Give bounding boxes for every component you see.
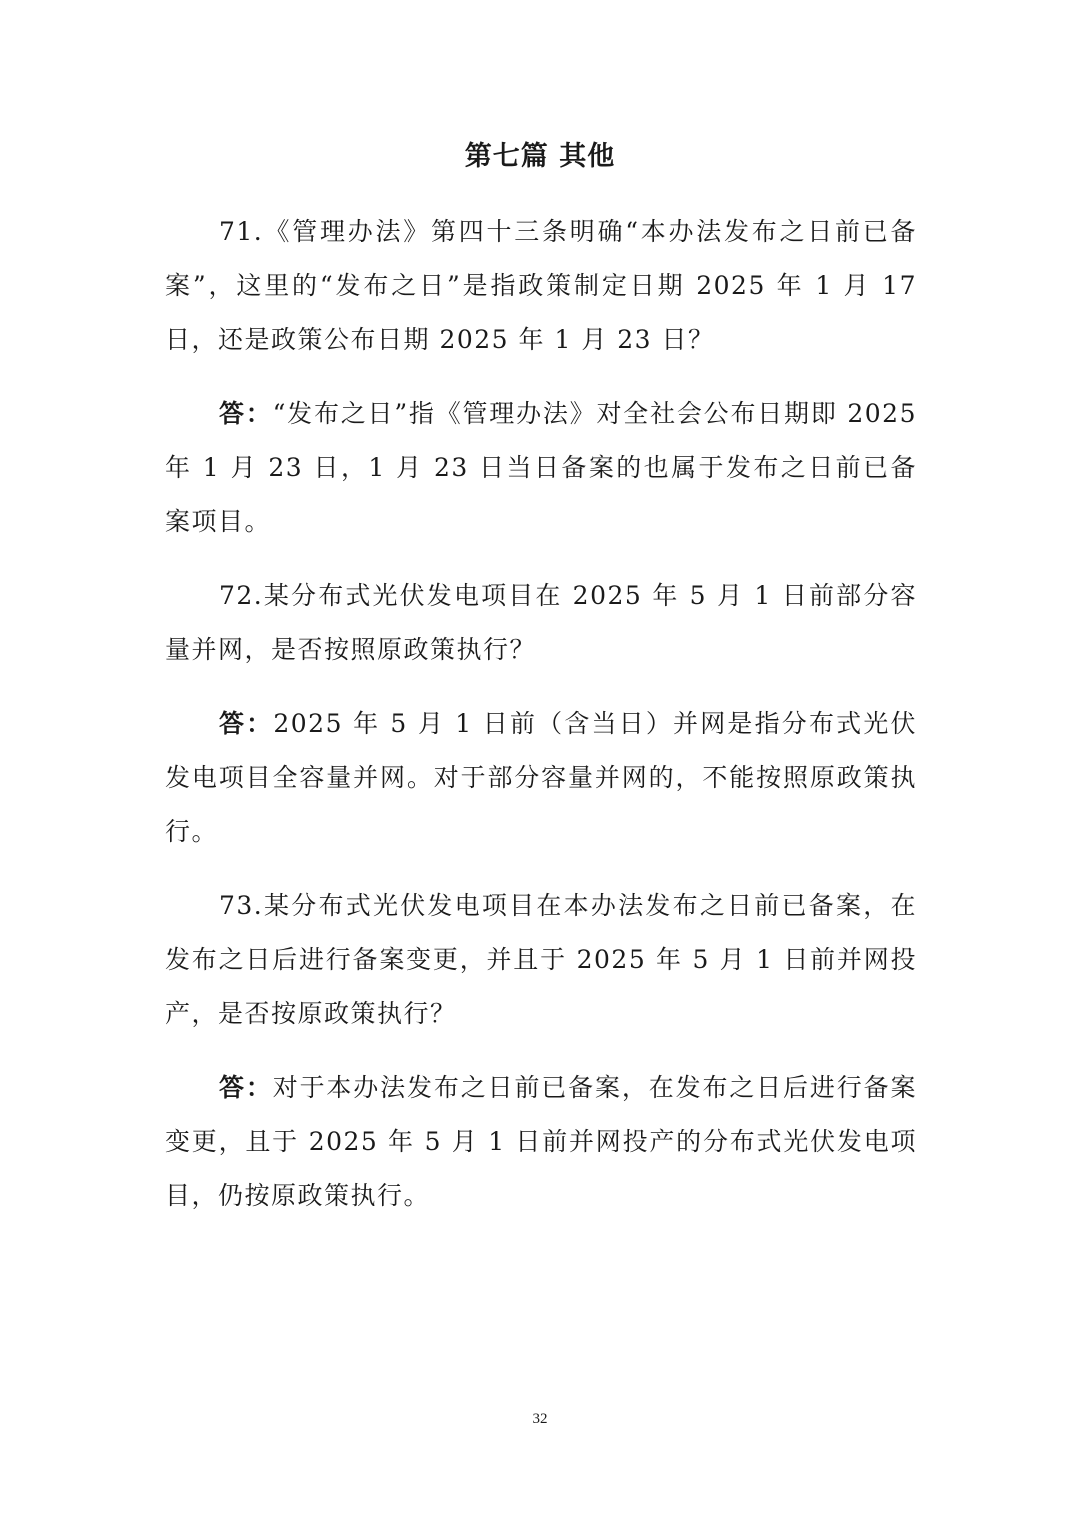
- answer-text: “发布之日”指《管理办法》对全社会公布日期即 2025 年 1 月 23 日，1 月 23 日当日备案的也属于发布之日前已备案项目。: [165, 399, 917, 536]
- question-73: 73.某分布式光伏发电项目在本办法发布之日前已备案，在发布之日后进行备案变更，并且于 2025 年 5 月 1 日前并网投产，是否按原政策执行？: [165, 891, 917, 1028]
- answer-73: [165, 1061, 917, 1223]
- answer-text: 对于本办法发布之日前已备案，在发布之日后进行备案变更，且于 2025 年 5 月 1 日前并网投产的分布式光伏发电项目，仍按原政策执行。: [165, 1073, 917, 1210]
- answer-label: 答：: [219, 709, 274, 738]
- question-71: 71.《管理办法》第四十三条明确“本办法发布之日前已备案”，这里的“发布之日”是指政策制定日期 2025 年 1 月 17 日，还是政策公布日期 2025 年 1 月 23 日？: [165, 217, 917, 354]
- answer-text: 2025 年 5 月 1 日前（含当日）并网是指分布式光伏发电项目全容量并网。对于部分容量并网的，不能按照原政策执行。: [165, 709, 917, 846]
- answer-label: 答：: [219, 1073, 273, 1102]
- answer-label: 答：: [219, 399, 273, 428]
- question-72: 72.某分布式光伏发电项目在 2025 年 5 月 1 日前部分容量并网，是否按照原政策执行？: [165, 581, 917, 664]
- section-title: 第七篇 其他: [464, 141, 616, 172]
- qa-content: [165, 205, 917, 1243]
- page-number: 32: [532, 1411, 548, 1427]
- answer-72: [165, 697, 917, 859]
- answer-71: [165, 387, 917, 549]
